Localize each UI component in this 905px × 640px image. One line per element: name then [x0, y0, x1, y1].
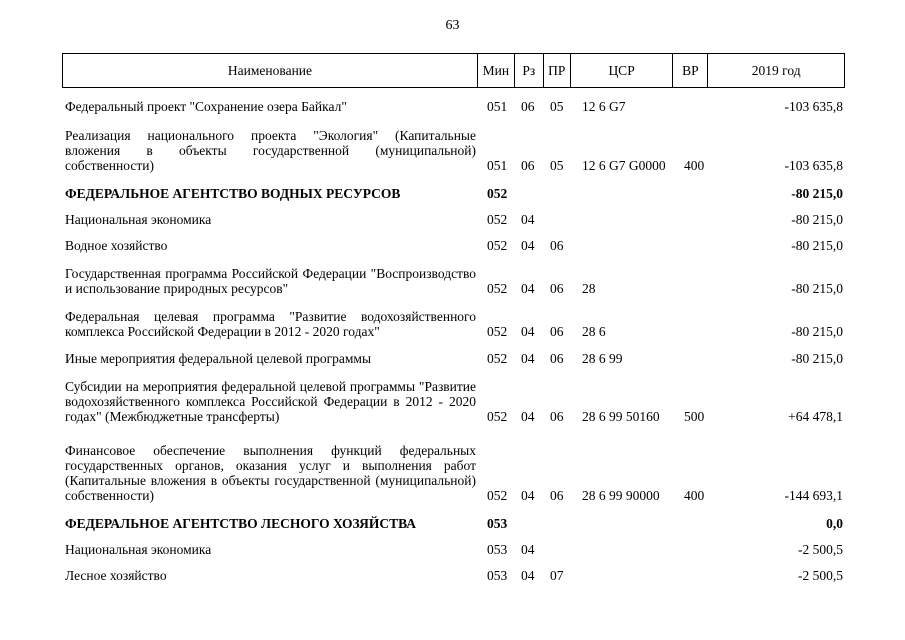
header-year: 2019 год: [751, 62, 801, 78]
page-number: 63: [445, 18, 460, 33]
header-min: Мин: [478, 54, 515, 87]
row-min: 052: [487, 238, 508, 253]
row-name: Национальная экономика: [65, 212, 212, 227]
header-vr: ВР: [673, 54, 708, 87]
header-rz: Рз: [515, 54, 544, 87]
table-row: [0, 379, 905, 424]
row-amount: -80 215,0: [791, 212, 843, 227]
row-amount: -2 500,5: [798, 542, 843, 557]
row-vr: 500: [684, 409, 705, 424]
row-name: Реализация национального проекта "Экология" (Капитальные вложения в объекты государственной (муниципальной) собственности): [65, 128, 476, 173]
row-amount: -2 500,5: [798, 568, 843, 583]
table-row: [0, 351, 905, 366]
row-rz: 04: [521, 281, 535, 296]
row-min: 052: [487, 409, 508, 424]
row-name: Лесное хозяйство: [65, 568, 167, 583]
row-min: 052: [487, 186, 508, 201]
table-row: [0, 516, 905, 531]
row-name: ФЕДЕРАЛЬНОЕ АГЕНТСТВО ВОДНЫХ РЕСУРСОВ: [65, 186, 401, 201]
row-name: Водное хозяйство: [65, 238, 168, 253]
row-csr: 28 6: [582, 324, 606, 339]
row-name: Субсидии на мероприятия федеральной целевой программы "Развитие водохозяйственного комплекса Российской Федерации в 2012 - 2020 годах" (Межбюджетные трансферты): [65, 379, 476, 424]
row-min: 052: [487, 324, 508, 339]
row-amount: -80 215,0: [791, 238, 843, 253]
row-rz: 04: [521, 351, 535, 366]
row-min: 052: [487, 351, 508, 366]
row-rz: 06: [521, 158, 535, 173]
row-rz: 04: [521, 542, 535, 557]
row-pr: 05: [550, 158, 564, 173]
row-rz: 06: [521, 99, 535, 114]
row-min: 053: [487, 516, 508, 531]
row-pr: 06: [550, 238, 564, 253]
row-amount: -103 635,8: [784, 158, 843, 173]
row-amount: -80 215,0: [791, 281, 843, 296]
row-amount: +64 478,1: [788, 409, 843, 424]
table-row: [0, 309, 905, 339]
row-name: Национальная экономика: [65, 542, 212, 557]
table-header: [62, 53, 845, 88]
row-pr: 06: [550, 324, 564, 339]
row-rz: 04: [521, 324, 535, 339]
row-amount: -103 635,8: [784, 99, 843, 114]
row-csr: 28 6 99: [582, 351, 623, 366]
row-min: 051: [487, 158, 508, 173]
row-name: Иные мероприятия федеральной целевой программы: [65, 351, 372, 366]
row-vr: 400: [684, 158, 705, 173]
table-row: [0, 438, 905, 503]
row-amount: -144 693,1: [784, 488, 843, 503]
table-row: [0, 542, 905, 557]
table-row: [0, 212, 905, 227]
row-min: 053: [487, 568, 508, 583]
row-amount: -80 215,0: [791, 324, 843, 339]
row-pr: 06: [550, 351, 564, 366]
header-name: Наименование: [63, 54, 478, 87]
row-pr: 06: [550, 488, 564, 503]
row-name: Финансовое обеспечение выполнения функций федеральных государственных органов, оказания услуг и выполнения работ (Капитальные вложения в объекты государственной (муниципальной) собственности): [65, 443, 476, 503]
table-row: [0, 238, 905, 253]
row-name: Федеральная целевая программа "Развитие водохозяйственного комплекса Российской Федерации в 2012 - 2020 годах": [65, 309, 476, 339]
row-name: ФЕДЕРАЛЬНОЕ АГЕНТСТВО ЛЕСНОГО ХОЗЯЙСТВА: [65, 516, 417, 531]
row-csr: 28 6 99 90000: [582, 488, 660, 503]
row-pr: 05: [550, 99, 564, 114]
table-row: [0, 266, 905, 296]
row-rz: 04: [521, 409, 535, 424]
row-min: 052: [487, 281, 508, 296]
row-pr: 07: [550, 568, 564, 583]
row-rz: 04: [521, 488, 535, 503]
row-min: 052: [487, 488, 508, 503]
table-row: [0, 128, 905, 173]
header-pr: ПР: [544, 54, 571, 87]
row-csr: 12 6 G7: [582, 99, 626, 114]
table-row: [0, 568, 905, 583]
row-min: 051: [487, 99, 508, 114]
row-min: 052: [487, 212, 508, 227]
row-rz: 04: [521, 238, 535, 253]
row-rz: 04: [521, 212, 535, 227]
table-row: [0, 99, 905, 114]
row-amount: -80 215,0: [791, 186, 843, 201]
row-rz: 04: [521, 568, 535, 583]
row-csr: 12 6 G7 G0000: [582, 158, 666, 173]
row-amount: 0,0: [826, 516, 843, 531]
row-pr: 06: [550, 409, 564, 424]
row-csr: 28: [582, 281, 596, 296]
row-vr: 400: [684, 488, 705, 503]
row-csr: 28 6 99 50160: [582, 409, 660, 424]
row-name: Федеральный проект "Сохранение озера Байкал": [65, 99, 347, 114]
table-row: [0, 186, 905, 201]
row-amount: -80 215,0: [791, 351, 843, 366]
row-name: Государственная программа Российской Федерации "Воспроизводство и использование природных ресурсов": [65, 266, 476, 296]
header-csr: ЦСР: [571, 54, 674, 87]
row-min: 053: [487, 542, 508, 557]
row-pr: 06: [550, 281, 564, 296]
